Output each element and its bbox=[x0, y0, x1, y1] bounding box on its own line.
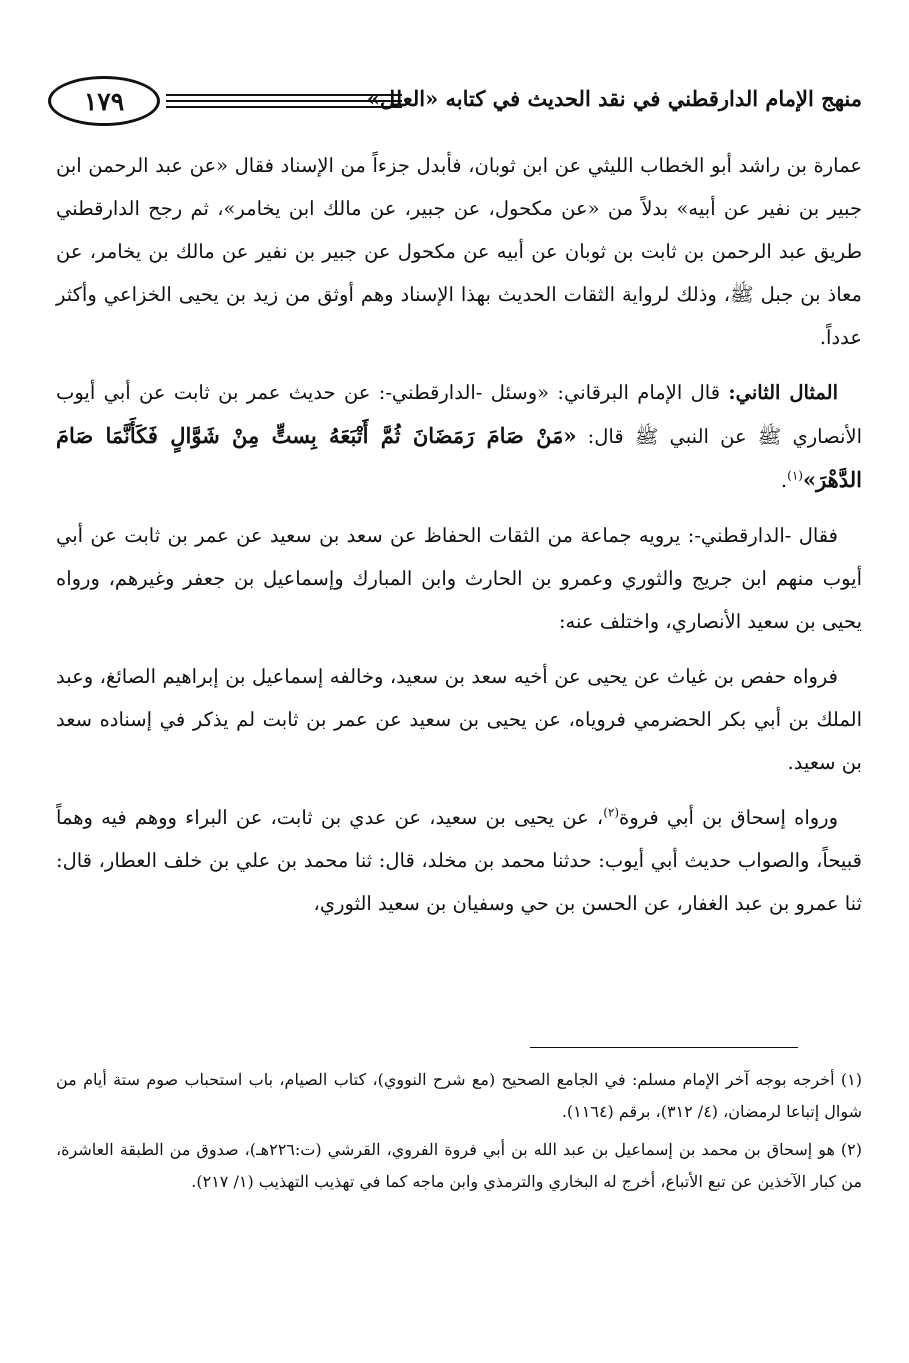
running-title: منهج الإمام الدارقطني في نقد الحديث في كتابه «العلل» bbox=[366, 86, 862, 111]
paragraph-1: عمارة بن راشد أبو الخطاب الليثي عن ابن ثوبان، فأبدل جزءاً من الإسناد فقال «عن عبد الرحمن ابن جبير بن نفير عن أبيه» بدلاً من «عن مكحول، عن جبير، عن مالك ابن يخامر»، ثم رجح الدارقطني طريق عبد الرحمن بن ثابت بن ثوبان عن أبيه عن مكحول عن جبير بن نفير عن مالك بن يخامر، عن معاذ بن جبل ﷺ، وذلك لرواية الثقات الحديث بهذا الإسناد وهم أوثق من زيد بن يحيى الخزاعي وأكثر عدداً. bbox=[56, 154, 862, 349]
footnote-ref-2[interactable]: (٢) bbox=[603, 805, 620, 820]
paragraph-2 bbox=[56, 371, 862, 502]
header-rule bbox=[166, 94, 402, 96]
paragraph-2-text: قال الإمام البرقاني: «وسئل -الدارقطني-: عن حديث عمر بن ثابت عن أبي أيوب الأنصاري ﷺ عن النبي ﷺ قال: bbox=[56, 381, 862, 448]
footnote-ref-1[interactable]: (١) bbox=[787, 468, 803, 483]
paragraph-2-end: . bbox=[780, 469, 788, 492]
paragraph-5-a: ورواه إسحاق بن أبي فروة bbox=[619, 806, 839, 829]
example-label: المثال الثاني: bbox=[728, 381, 838, 404]
paragraph-3: فقال -الدارقطني-: يرويه جماعة من الثقات الحفاظ عن سعد بن سعيد عن عمر بن ثابت عن أبي أيوب منهم ابن جريج والثوري وعمرو بن الحارث وابن المبارك وإسماعيل بن جعفر وغيرهم، ورواه يحيى بن سعيد الأنصاري، واختلف عنه: bbox=[56, 524, 862, 633]
header-rule bbox=[166, 100, 402, 102]
header-rule bbox=[166, 106, 402, 108]
footnote-2: (٢) هو إسحاق بن محمد بن إسماعيل بن عبد الله بن أبي فروة الفروي، القرشي (ت:٢٢٦هـ)، صدوق من الطبقة العاشرة، من كبار الآخذين عن تبع الأتباع، أخرج له البخاري والترمذي وابن ماجه كما في تهذيب التهذيب (١/ ٢١٧). bbox=[56, 1140, 863, 1191]
page-number-badge: ١٧٩ bbox=[48, 76, 160, 126]
footnote-1: (١) أخرجه بوجه آخر الإمام مسلم: في الجامع الصحيح (مع شرح النووي)، كتاب الصيام، باب استحباب صوم ستة أيام من شوال إتباعا لرمضان، (٤/ ٣١٢)، برقم (١١٦٤). bbox=[56, 1070, 862, 1121]
footnotes bbox=[56, 1064, 862, 1204]
paragraph-5 bbox=[56, 796, 862, 925]
paragraph-5-b: ، عن يحيى بن سعيد، عن عدي بن ثابت، عن البراء ووهم فيه وهماً قبيحاً، والصواب حديث أبي أيوب: حدثنا محمد بن مخلد، قال: ثنا محمد بن علي بن خلف العطار، قال: ثنا عمرو بن عبد الغفار، عن الحسن بن حي وسفيان بن سعيد الثوري، bbox=[56, 806, 862, 915]
hadith-quote: «مَنْ صَامَ رَمَضَانَ ثُمَّ أَتْبَعَهُ بِستٍّ مِنْ شَوَّالٍ فَكَأَنَّمَا صَامَ الدَّهْرَ» bbox=[56, 423, 862, 492]
page-body bbox=[56, 144, 862, 937]
page-header bbox=[48, 76, 862, 132]
paragraph-4: فرواه حفص بن غياث عن يحيى عن أخيه سعد بن سعيد، وخالفه إسماعيل بن إبراهيم الصائغ، وعبد الملك بن أبي بكر الحضرمي فروياه، عن يحيى بن سعيد عن عمر بن ثابت لم يذكر في إسناده سعد بن سعيد. bbox=[56, 665, 862, 774]
footnote-rule bbox=[530, 1047, 798, 1048]
